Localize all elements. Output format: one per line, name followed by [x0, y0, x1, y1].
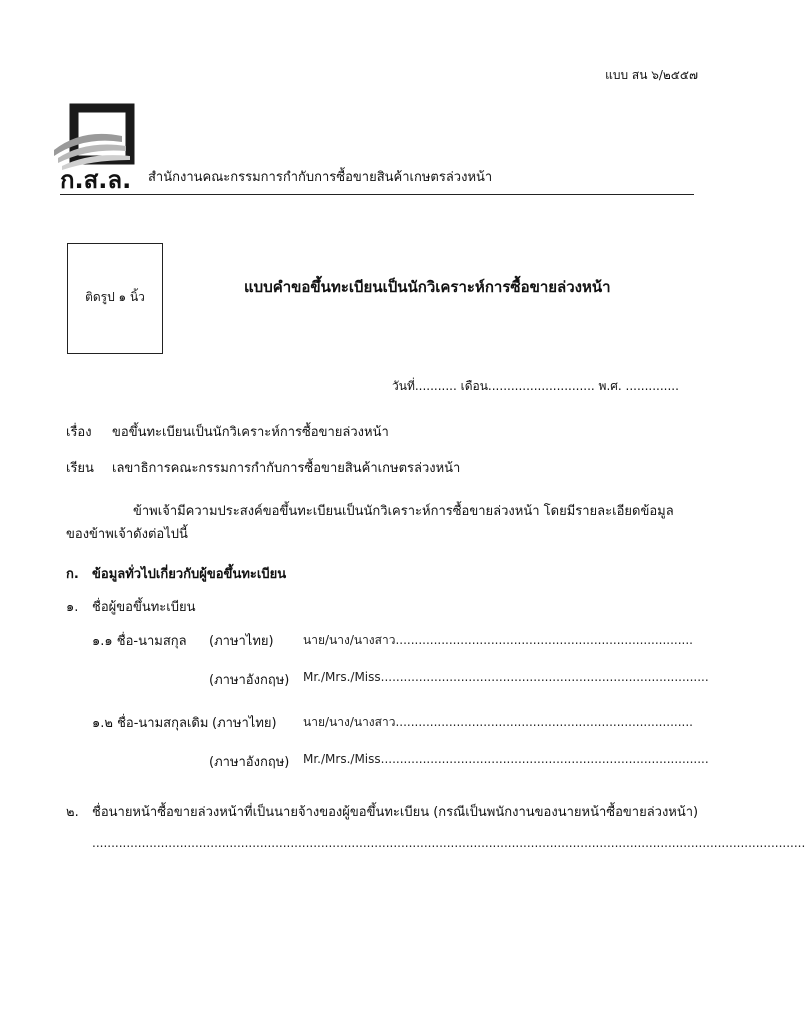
item-1-2-thai-name-field[interactable]: นาย/นาง/นางสาว..............................................................................: [303, 715, 693, 729]
header-divider: [60, 194, 694, 195]
item-1-1-eng-name-field[interactable]: Mr./Mrs./Miss......................................................................................: [303, 670, 709, 684]
date-field[interactable]: วันที่........... เดือน............................ พ.ศ. ..............: [392, 379, 679, 393]
item-1-1-eng-label: (ภาษาอังกฤษ): [209, 673, 290, 688]
logo-text: ก.ส.ล.: [60, 166, 132, 194]
item-1-label: ชื่อผู้ขอขึ้นทะเบียน: [92, 600, 196, 615]
intro-line-2: ของข้าพเจ้าดังต่อไปนี้: [66, 527, 188, 542]
item-1-1-thai-name-field[interactable]: นาย/นาง/นางสาว..............................................................................: [303, 633, 693, 647]
item-1-2-thai-label: (ภาษาไทย): [212, 716, 277, 731]
organization-name: สำนักงานคณะกรรมการกำกับการซื้อขายสินค้าเกษตรล่วงหน้า: [148, 170, 493, 185]
form-code: แบบ สน ๖/๒๕๕๗: [605, 68, 698, 82]
recipient-text: เลขาธิการคณะกรรมการกำกับการซื้อขายสินค้าเกษตรล่วงหน้า: [112, 461, 461, 476]
item-2-label: ชื่อนายหน้าซื้อขายล่วงหน้าที่เป็นนายจ้างของผู้ขอขึ้นทะเบียน (กรณีเป็นพนักงานของนายหน้าซื้อขายล่วงหน้า): [92, 805, 699, 820]
photo-box: [67, 243, 163, 354]
recipient-label: เรียน: [66, 461, 94, 476]
item-2-number: ๒.: [66, 805, 79, 820]
section-a-title: ข้อมูลทั่วไปเกี่ยวกับผู้ขอขึ้นทะเบียน: [92, 567, 287, 582]
subject-text: ขอขึ้นทะเบียนเป็นนักวิเคราะห์การซื้อขายล่วงหน้า: [112, 425, 389, 440]
section-a-number: ก.: [66, 567, 79, 582]
item-2-employer-field[interactable]: ...........................................................................................................................................................................................: [92, 836, 805, 850]
item-1-1-label: ๑.๑ ชื่อ-นามสกุล: [92, 634, 187, 649]
item-1-2-eng-name-field[interactable]: Mr./Mrs./Miss......................................................................................: [303, 752, 709, 766]
intro-line-1: ข้าพเจ้ามีความประสงค์ขอขึ้นทะเบียนเป็นนักวิเคราะห์การซื้อขายล่วงหน้า โดยมีรายละเอียดข้อมูล: [133, 504, 674, 519]
item-1-1-thai-label: (ภาษาไทย): [209, 634, 274, 649]
form-title: แบบคำขอขึ้นทะเบียนเป็นนักวิเคราะห์การซื้อขายล่วงหน้า: [244, 278, 611, 296]
subject-label: เรื่อง: [66, 425, 92, 440]
photo-box-label: ติดรูป ๑ นิ้ว: [85, 290, 145, 304]
item-1-2-eng-label: (ภาษาอังกฤษ): [209, 755, 290, 770]
item-1-2-label: ๑.๒ ชื่อ-นามสกุลเดิม: [92, 716, 209, 731]
item-1-number: ๑.: [66, 600, 79, 615]
